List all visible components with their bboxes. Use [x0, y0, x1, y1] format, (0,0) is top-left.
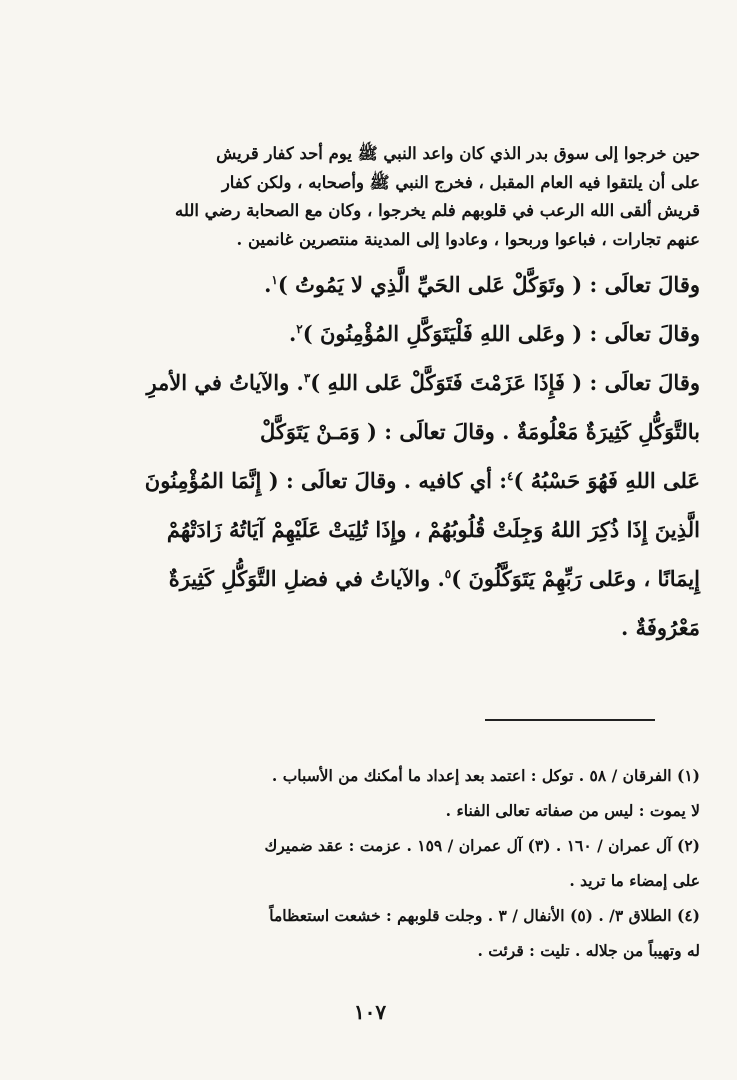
footnote-line: لا يموت : ليس من صفاته تعالى الفناء . — [445, 801, 700, 820]
footnote-marker: ١ — [271, 273, 278, 287]
narrative-line: قريش ألقى الله الرعب في قلوبهم فلم يخرجوا ، وكان مع الصحابة رضي الله — [175, 201, 700, 220]
narrative-line: عنهم تجارات ، فباعوا وربحوا ، وعادوا إلى المدينة منتصرين غانمين . — [236, 229, 700, 249]
verse-text: الَّذِينَ إِذَا ذُكِرَ اللهُ وَجِلَتْ قُلُوبُهُمْ ، وإِذَا تُلِيَتْ عَلَيْهِمْ آيَاتُهُ زَادَتْهُمْ — [166, 517, 700, 542]
verse-text: عَلى اللهِ فَهُوَ حَسْبُهُ ) — [513, 468, 700, 493]
footnote-line: له وتهيباً من جلاله . تليت : قرئت . — [477, 941, 700, 960]
verse-text: وقالَ تعالَى : ( وتَوَكَّلْ عَلى الحَيِّ الَّذِي لا يَمُوتُ ) — [277, 272, 700, 297]
verse-text: وقالَ تعالَى : ( فَإِذَا عَزَمْتَ فَتَوَكَّلْ عَلى اللهِ ) — [310, 370, 700, 395]
footnote-marker: ٤ — [507, 469, 514, 483]
verse-line — [95, 309, 700, 358]
verse-text: إِيمَانًا ، وعَلى رَبِّهِمْ يَتَوَكَّلُونَ ) — [451, 566, 700, 591]
footnotes — [90, 758, 700, 968]
verse-text: وقالَ تعالَى : ( وعَلى اللهِ فَلْيَتَوَكَّلِ المُؤْمِنُونَ ) — [302, 321, 700, 346]
verse-tail: . — [264, 272, 272, 297]
footnote-marker: ٥ — [444, 567, 452, 581]
verse-line — [95, 407, 700, 456]
footnote-marker: ٣ — [303, 371, 311, 385]
page-number: ١٠٧ — [353, 1000, 387, 1024]
footnote-line: (١) الفرقان / ٥٨ . توكل : اعتمد بعد إعداد ما أمكنك من الأسباب . — [271, 766, 700, 785]
verse-line — [95, 603, 700, 652]
verse-line — [95, 260, 700, 309]
verse-tail: . والآياتُ في فضلِ التَّوَكُّلِ كَثِيرَةٌ — [168, 566, 445, 591]
verse-line — [95, 456, 700, 505]
verse-text: بالتَّوَكُّلِ كَثِيرَةٌ مَعْلُومَةٌ . وقالَ تعالَى : ( وَمَـنْ يَتَوَكَّلْ — [259, 419, 700, 444]
verse-tail: : أي كافيه . وقالَ تعالَى : ( إِنَّمَا المُؤْمِنُونَ — [144, 468, 508, 493]
footnote-line: (٢) آل عمران / ١٦٠ . (٣) آل عمران / ١٥٩ . عزمت : عقد ضميرك — [264, 836, 700, 855]
narrative-line: حين خرجوا إلى سوق بدر الذي كان واعد النبي ﷺ يوم أحد كفار قريش — [216, 144, 700, 163]
footnote-marker: ٢ — [296, 322, 303, 336]
footnote-line: (٤) الطلاق ٣/ . (٥) الأنفال / ٣ . وجلت قلوبهم : خشعت استعظاماً — [269, 906, 700, 925]
footnote-separator — [485, 719, 655, 721]
verse-line — [95, 554, 700, 603]
verse-line — [95, 505, 700, 554]
verse-text: مَعْرُوفَةٌ . — [620, 615, 700, 640]
narrative-line: على أن يلتقوا فيه العام المقبل ، فخرج النبي ﷺ وأصحابه ، ولكن كفار — [221, 172, 700, 192]
verse-tail: . والآياتُ في الأمرِ — [146, 370, 304, 395]
quranic-verses-paragraph — [95, 260, 700, 652]
narrative-paragraph — [95, 140, 700, 254]
footnote-line: على إمضاء ما تريد . — [569, 871, 700, 890]
main-text — [95, 140, 700, 652]
verse-tail: . — [288, 321, 297, 346]
verse-line — [95, 358, 700, 407]
